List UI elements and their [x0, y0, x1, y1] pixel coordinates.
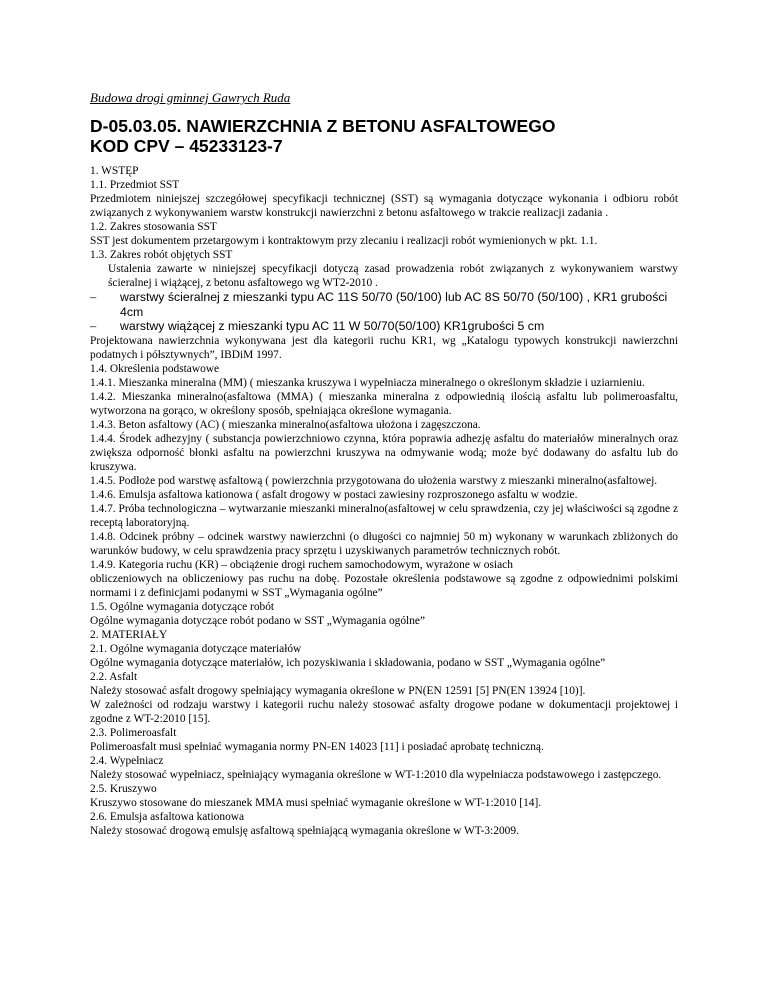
paragraph: Przedmiotem niniejszej szczegółowej specyfikacji technicznej (SST) są wymagania dotyczące wykonania i odbioru robót związanych z wykonywaniem warstw konstrukcji nawierzchni z betonu asfaltowego w trakcie realizacji zadania .: [90, 193, 678, 219]
document-body: [90, 164, 678, 838]
paragraph: Ogólne wymagania dotyczące robót podano w SST „Wymagania ogólne”: [90, 614, 426, 627]
definition: 1.4.8. Odcinek próbny – odcinek warstwy nawierzchni (o długości co najmniej 50 m) wykonany w warunkach zbliżonych do warunków budowy, w celu sprawdzenia pracy sprzętu i uzyskiwanych parametrów technicznych robót.: [90, 530, 678, 557]
subsection-heading: 1.4. Określenia podstawowe: [90, 362, 220, 375]
definition: 1.4.3. Beton asfaltowy (AC) ( mieszanka mineralno(asfaltowa ułożona i zagęszczona.: [90, 418, 481, 431]
paragraph: W zależności od rodzaju warstwy i kategorii ruchu należy stosować asfalty drogowe podane w dokumentacji projektowej i zgodne z WT-2:2010 [15].: [90, 698, 678, 725]
subsection-heading: 2.4. Wypełniacz: [90, 754, 164, 767]
paragraph: Należy stosować asfalt drogowy spełniający wymagania określone w PN(EN 12591 [5] PN(EN 13924 [10)].: [90, 684, 586, 697]
bullet-list: [90, 290, 678, 334]
definition: 1.4.4. Środek adhezyjny ( substancja powierzchniowo czynna, która poprawia adhezję asfaltu do materiałów mineralnych oraz zwiększa odporność błonki asfaltu na powierzchni kruszywa na odmywanie wodą; może być dodawany do asfaltu lub do kruszywa.: [90, 432, 678, 473]
subsection-heading: 2.1. Ogólne wymagania dotyczące materiałów: [90, 642, 302, 655]
paragraph: Ogólne wymagania dotyczące materiałów, ich pozyskiwania i składowania, podano w SST „Wymagania ogólne”: [90, 656, 606, 669]
section-heading: 2. MATERIAŁY: [90, 628, 168, 641]
subsection-heading: 1.3. Zakres robót objętych SST: [90, 249, 233, 261]
paragraph: SST jest dokumentem przetargowym i kontraktowym przy zlecaniu i realizacji robót wymienionych w pkt. 1.1.: [90, 235, 598, 247]
subsection-heading: 2.3. Polimeroasfalt: [90, 726, 177, 739]
subsection-heading: 1.5. Ogólne wymagania dotyczące robót: [90, 600, 275, 613]
subsection-heading: 2.5. Kruszywo: [90, 782, 157, 795]
paragraph: Należy stosować drogową emulsję asfaltową spełniającą wymagania określone w WT-3:2009.: [90, 824, 519, 837]
definition: 1.4.7. Próba technologiczna – wytwarzanie mieszanki mineralno(asfaltowej w celu sprawdzenia, czy jej właściwości są zgodne z receptą laboratoryjną.: [90, 502, 678, 529]
list-item: – warstwy wiążącej z mieszanki typu AC 11 W 50/70(50/100) KR1grubości 5 cm: [90, 319, 678, 334]
page-title: [90, 116, 690, 156]
paragraph: Należy stosować wypełniacz, spełniający wymagania określone w WT-1:2010 dla wypełniacza podstawowego i zastępczego.: [90, 768, 662, 781]
definition: 1.4.2. Mieszanka mineralno(asfaltowa (MMA) ( mieszanka mineralna z odpowiednią ilością asfaltu lub polimeroasfaltu, wytworzona na gorąco, w określony sposób, spełniająca określone wymagania.: [90, 390, 678, 417]
paragraph: Kruszywo stosowane do mieszanek MMA musi spełniać wymaganie określone w WT-1:2010 [14].: [90, 796, 542, 809]
list-item: – warstwy ścieralnej z mieszanki typu AC 11S 50/70 (50/100) lub AC 8S 50/70 (50/100) , KR1 grubości 4cm: [90, 290, 678, 319]
section-heading: 1. WSTĘP: [90, 165, 139, 177]
title-line-2: KOD CPV – 45233123-7: [90, 136, 283, 156]
paragraph: Ustalenia zawarte w niniejszej specyfikacji dotyczą zasad prowadzenia robót związanych z wykonywaniem warstwy ścieralnej i wiążącej, z betonu asfaltowego wg WT2-2010 .: [108, 263, 678, 289]
definition: 1.4.6. Emulsja asfaltowa kationowa ( asfalt drogowy w postaci zawiesiny rozproszonego asfaltu w wodzie.: [90, 488, 578, 501]
subsection-heading: 1.1. Przedmiot SST: [90, 179, 180, 191]
definition: 1.4.5. Podłoże pod warstwę asfaltową ( powierzchnia przygotowana do ułożenia warstwy z mieszanki mineralno(asfaltowej.: [90, 474, 658, 487]
running-header: Budowa drogi gminnej Gawrych Ruda: [90, 90, 291, 105]
paragraph: Polimeroasfalt musi spełniać wymagania normy PN-EN 14023 [11] i posiadać aprobatę techniczną.: [90, 740, 544, 753]
subsection-heading: 2.2. Asfalt: [90, 670, 138, 683]
paragraph: Projektowana nawierzchnia wykonywana jest dla kategorii ruchu KR1, wg „Katalogu typowych konstrukcji nawierzchni podatnych i półsztywnych”, IBDiM 1997.: [90, 334, 678, 361]
title-line-1: D-05.03.05. NAWIERZCHNIA Z BETONU ASFALTOWEGO: [90, 116, 556, 136]
subsection-heading: 1.2. Zakres stosowania SST: [90, 221, 217, 233]
definition: 1.4.1. Mieszanka mineralna (MM) ( mieszanka kruszywa i wypełniacza mineralnego o określonym składzie i uziarnieniu.: [90, 376, 645, 389]
definition: 1.4.9. Kategoria ruchu (KR) – obciążenie drogi ruchem samochodowym, wyrażone w osiach: [90, 558, 513, 571]
subsection-heading: 2.6. Emulsja asfaltowa kationowa: [90, 810, 245, 823]
definition: obliczeniowych na obliczeniowy pas ruchu na dobę. Pozostałe określenia podstawowe są zgodne z odpowiednimi polskimi normami i z definicjami podanymi w SST „Wymagania ogólne”: [90, 572, 678, 599]
